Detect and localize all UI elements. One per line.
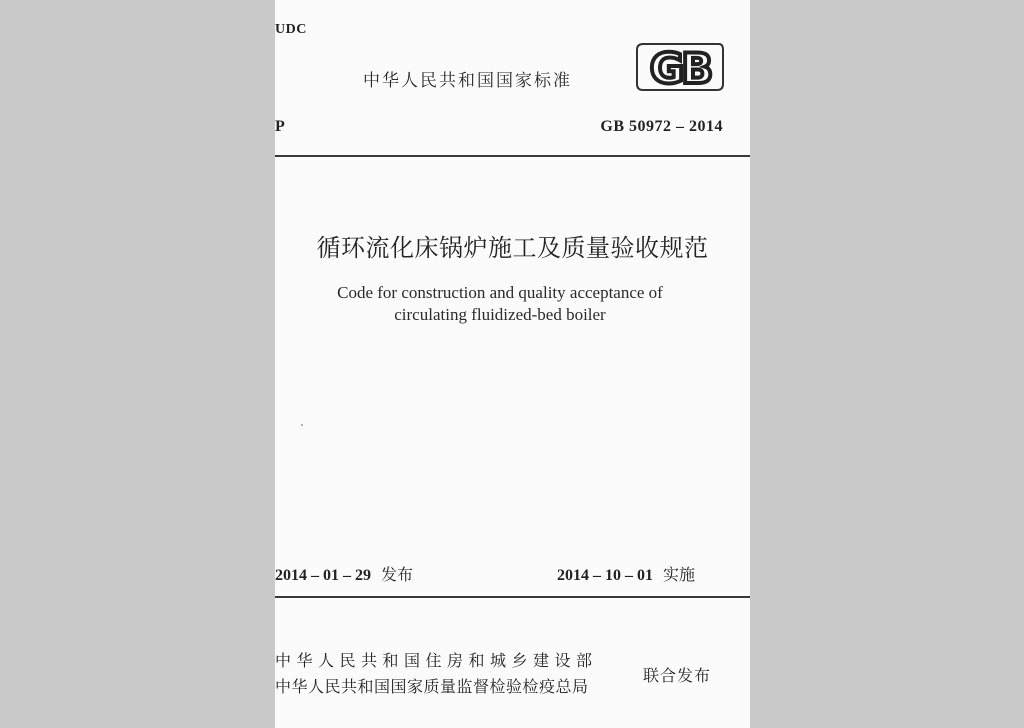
release-date-block	[275, 562, 413, 585]
issuer-ministry-housing: 中华人民共和国住房和城乡建设部	[275, 651, 598, 670]
joint-release-label: 联合发布	[643, 666, 712, 685]
english-title-line-1: Code for construction and quality acceptance of	[337, 283, 663, 302]
category-letter: P	[275, 118, 285, 135]
top-divider	[275, 155, 750, 157]
effective-label: 实施	[663, 565, 696, 584]
gb-logo-icon	[633, 40, 725, 94]
release-label: 发布	[381, 565, 414, 584]
standard-number: GB 50972 – 2014	[600, 118, 723, 135]
effective-date-block	[557, 562, 695, 585]
issuer-aqsiq: 中华人民共和国国家质量监督检验检疫总局	[275, 677, 589, 696]
paper-speck	[301, 424, 303, 426]
english-title-line-2: circulating fluidized-bed boiler	[394, 305, 606, 324]
release-date: 2014 – 01 – 29	[275, 567, 371, 584]
document-page	[275, 0, 750, 728]
national-standard-heading: 中华人民共和国国家标准	[363, 71, 572, 91]
udc-label: UDC	[275, 22, 307, 37]
effective-date: 2014 – 10 – 01	[557, 567, 653, 584]
english-title	[275, 282, 725, 326]
bottom-divider	[275, 596, 750, 598]
chinese-title: 循环流化床锅炉施工及质量验收规范	[316, 234, 709, 262]
issuing-authorities	[275, 648, 598, 700]
gb-logo-text: GB	[649, 44, 711, 93]
